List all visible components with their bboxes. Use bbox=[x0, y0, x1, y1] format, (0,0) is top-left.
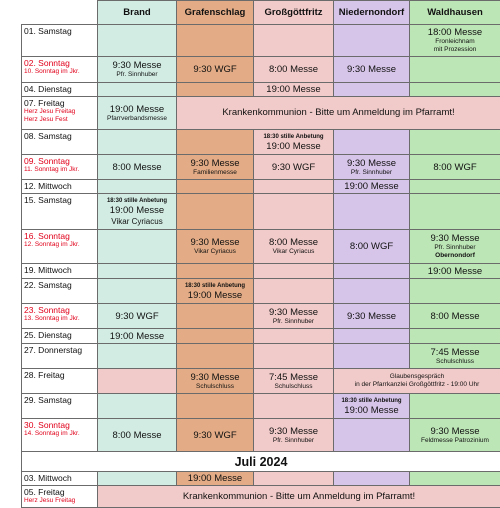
event-note: Pfr. Sinnhuber bbox=[336, 169, 407, 177]
cell-grossgoettfritz bbox=[254, 394, 334, 419]
date-label: 23. Sonntag bbox=[24, 305, 70, 315]
cell-niedernondorf bbox=[334, 194, 410, 230]
event-time: 19:00 Messe bbox=[412, 266, 498, 277]
table-row bbox=[22, 419, 500, 452]
cell-grafenschlag bbox=[177, 304, 254, 329]
cell-grafenschlag bbox=[177, 472, 254, 486]
event-time: 9:30 Messe bbox=[179, 158, 251, 169]
cell-grossgoettfritz bbox=[254, 180, 334, 194]
cell-brand bbox=[98, 180, 177, 194]
cell-brand bbox=[98, 130, 177, 155]
table-row bbox=[22, 472, 500, 486]
event-time: 7:45 Messe bbox=[256, 372, 331, 383]
date-label: 16. Sonntag bbox=[24, 231, 70, 241]
cell-brand bbox=[98, 25, 177, 57]
event-time: 9:30 WGF bbox=[256, 162, 331, 173]
cell-grafenschlag bbox=[177, 279, 254, 304]
table-row bbox=[22, 264, 500, 279]
table-row bbox=[22, 329, 500, 344]
event-time: 9:30 WGF bbox=[179, 64, 251, 75]
event-time: 8:00 WGF bbox=[412, 162, 498, 173]
date-cell bbox=[22, 486, 98, 508]
cell-waldhausen bbox=[410, 329, 500, 344]
cell-grossgoettfritz bbox=[254, 369, 334, 394]
announcement-cell: Krankenkommunion - Bitte um Anmeldung im Pfarramt! bbox=[98, 486, 500, 508]
event-time: 8:00 Messe bbox=[256, 64, 331, 75]
date-note: Herz Jesu Fest bbox=[24, 116, 95, 124]
cell-grossgoettfritz bbox=[254, 344, 334, 369]
cell-grafenschlag bbox=[177, 419, 254, 452]
cell-grafenschlag bbox=[177, 180, 254, 194]
date-cell: 29. Samstag bbox=[22, 394, 98, 419]
cell-grossgoettfritz bbox=[254, 25, 334, 57]
event-time: 8:00 WGF bbox=[336, 241, 407, 252]
cell-waldhausen bbox=[410, 264, 500, 279]
date-note: 13. Sonntag im Jkr. bbox=[24, 315, 95, 323]
cell-grafenschlag bbox=[177, 155, 254, 180]
cell-waldhausen bbox=[410, 419, 500, 452]
event-pre: 18:30 stille Anbetung bbox=[336, 397, 407, 405]
cell-grossgoettfritz bbox=[254, 130, 334, 155]
date-cell: 19. Mittwoch bbox=[22, 264, 98, 279]
event-time: 9:30 Messe bbox=[179, 372, 251, 383]
table-row bbox=[22, 486, 500, 508]
table-row bbox=[22, 194, 500, 230]
cell-niedernondorf bbox=[334, 304, 410, 329]
cell-grafenschlag bbox=[177, 83, 254, 97]
event-time: 19:00 Messe bbox=[336, 181, 407, 192]
cell-brand bbox=[98, 279, 177, 304]
table-row bbox=[22, 57, 500, 83]
cell-grossgoettfritz bbox=[254, 329, 334, 344]
date-cell bbox=[22, 155, 98, 180]
cell-grafenschlag bbox=[177, 130, 254, 155]
date-cell: 01. Samstag bbox=[22, 25, 98, 57]
cell-brand bbox=[98, 419, 177, 452]
event-time: 8:00 Messe bbox=[256, 237, 331, 248]
cell-niedernondorf bbox=[334, 57, 410, 83]
header-corner bbox=[22, 1, 98, 25]
event-note: Schulschluss bbox=[179, 383, 251, 391]
event-time: 9:30 Messe bbox=[256, 307, 331, 318]
date-note: 14. Sonntag im Jkr. bbox=[24, 430, 95, 438]
cell-grossgoettfritz bbox=[254, 155, 334, 180]
cell-niedernondorf bbox=[334, 180, 410, 194]
event-time: 8:00 Messe bbox=[412, 311, 498, 322]
cell-grossgoettfritz bbox=[254, 279, 334, 304]
date-note: 12. Sonntag im Jkr. bbox=[24, 241, 95, 249]
cell-grossgoettfritz bbox=[254, 264, 334, 279]
header-brand: Brand bbox=[98, 1, 177, 25]
date-note: Herz Jesu Freitag bbox=[24, 497, 95, 505]
announcement-cell: Krankenkommunion - Bitte um Anmeldung im Pfarramt! bbox=[177, 97, 500, 130]
table-row bbox=[22, 25, 500, 57]
table-row bbox=[22, 279, 500, 304]
event-note: Pfr. Sinnhuber bbox=[256, 437, 331, 445]
event-time: 9:30 WGF bbox=[179, 430, 251, 441]
date-label: 09. Sonntag bbox=[24, 156, 70, 166]
cell-brand bbox=[98, 155, 177, 180]
cell-niedernondorf bbox=[334, 419, 410, 452]
event-pre: 18:30 stille Anbetung bbox=[100, 197, 174, 205]
cell-grafenschlag bbox=[177, 25, 254, 57]
cell-waldhausen bbox=[410, 230, 500, 264]
cell-waldhausen bbox=[410, 472, 500, 486]
cell-grafenschlag bbox=[177, 194, 254, 230]
date-cell bbox=[22, 230, 98, 264]
date-cell: 12. Mittwoch bbox=[22, 180, 98, 194]
header-grafenschlag: Grafenschlag bbox=[177, 1, 254, 25]
event-note: Pfr. Sinnhuber bbox=[256, 318, 331, 326]
announcement-cell bbox=[334, 369, 500, 394]
cell-brand bbox=[98, 194, 177, 230]
header-grossgoettfritz: Großgöttfritz bbox=[254, 1, 334, 25]
cell-niedernondorf bbox=[334, 155, 410, 180]
cell-brand bbox=[98, 57, 177, 83]
date-cell: 03. Mittwoch bbox=[22, 472, 98, 486]
cell-grossgoettfritz bbox=[254, 419, 334, 452]
date-cell: 27. Donnerstag bbox=[22, 344, 98, 369]
event-time: 9:30 Messe bbox=[100, 60, 174, 71]
event-time: 9:30 Messe bbox=[412, 233, 498, 244]
cell-waldhausen bbox=[410, 344, 500, 369]
cell-brand bbox=[98, 83, 177, 97]
cell-niedernondorf bbox=[334, 472, 410, 486]
event-note: Vikar Cyriacus bbox=[100, 216, 174, 227]
event-time: 9:30 Messe bbox=[256, 426, 331, 437]
table-row bbox=[22, 369, 500, 394]
cell-grossgoettfritz bbox=[254, 472, 334, 486]
event-note: Schulschluss bbox=[412, 358, 498, 366]
cell-grossgoettfritz bbox=[254, 304, 334, 329]
event-pre: 18:30 stille Anbetung bbox=[179, 282, 251, 290]
cell-niedernondorf bbox=[334, 264, 410, 279]
cell-brand bbox=[98, 394, 177, 419]
event-pre: 18:30 stille Anbetung bbox=[256, 133, 331, 141]
event-time: 9:30 Messe bbox=[336, 311, 407, 322]
event-time: 7:45 Messe bbox=[412, 347, 498, 358]
event-time: 19:00 Messe bbox=[100, 331, 174, 342]
cell-grafenschlag bbox=[177, 394, 254, 419]
event-note: Vikar Cyriacus bbox=[179, 248, 251, 256]
event-note: Familienmesse bbox=[179, 169, 251, 177]
cell-brand bbox=[98, 264, 177, 279]
cell-niedernondorf bbox=[334, 344, 410, 369]
date-cell bbox=[22, 419, 98, 452]
cell-grafenschlag bbox=[177, 264, 254, 279]
event-time: 19:00 Messe bbox=[179, 290, 251, 301]
table-row bbox=[22, 344, 500, 369]
cell-grafenschlag bbox=[177, 369, 254, 394]
cell-brand bbox=[98, 344, 177, 369]
event-note: Schulschluss bbox=[256, 383, 331, 391]
cell-grossgoettfritz bbox=[254, 57, 334, 83]
cell-grafenschlag bbox=[177, 329, 254, 344]
event-time: 9:30 Messe bbox=[179, 237, 251, 248]
date-label: 07. Freitag bbox=[24, 98, 65, 108]
cell-waldhausen bbox=[410, 57, 500, 83]
cell-waldhausen bbox=[410, 25, 500, 57]
cell-niedernondorf bbox=[334, 130, 410, 155]
event-time: 19:00 Messe bbox=[256, 84, 331, 95]
cell-waldhausen bbox=[410, 394, 500, 419]
cell-brand bbox=[98, 329, 177, 344]
date-cell: 22. Samstag bbox=[22, 279, 98, 304]
date-cell bbox=[22, 57, 98, 83]
cell-grafenschlag bbox=[177, 57, 254, 83]
cell-brand bbox=[98, 472, 177, 486]
table-row bbox=[22, 394, 500, 419]
table-row bbox=[22, 97, 500, 130]
table-row bbox=[22, 304, 500, 329]
cell-waldhausen bbox=[410, 279, 500, 304]
event-time: 8:00 Messe bbox=[100, 162, 174, 173]
event-time: 8:00 Messe bbox=[100, 430, 174, 441]
cell-niedernondorf bbox=[334, 394, 410, 419]
cell-niedernondorf bbox=[334, 279, 410, 304]
cell-brand bbox=[98, 230, 177, 264]
event-note: Vikar Cyriacus bbox=[256, 248, 331, 256]
cell-waldhausen bbox=[410, 130, 500, 155]
header-row bbox=[22, 1, 500, 25]
event-note: Fronleichnam bbox=[412, 38, 498, 46]
date-cell: 25. Dienstag bbox=[22, 329, 98, 344]
table-row bbox=[22, 230, 500, 264]
event-time: 9:30 Messe bbox=[336, 64, 407, 75]
cell-grossgoettfritz bbox=[254, 194, 334, 230]
table-row bbox=[22, 83, 500, 97]
table-row bbox=[22, 130, 500, 155]
cell-brand bbox=[98, 97, 177, 130]
table-row bbox=[22, 180, 500, 194]
cell-grossgoettfritz bbox=[254, 83, 334, 97]
cell-waldhausen bbox=[410, 194, 500, 230]
date-cell bbox=[22, 304, 98, 329]
event-time: 19:00 Messe bbox=[100, 205, 174, 216]
date-label: 02. Sonntag bbox=[24, 58, 70, 68]
cell-niedernondorf bbox=[334, 25, 410, 57]
cell-niedernondorf bbox=[334, 230, 410, 264]
schedule-table bbox=[21, 0, 500, 508]
announcement-line: in der Pfarrkanzlei Großgöttfritz - 19:00 Uhr bbox=[336, 381, 498, 389]
event-note: Obernondorf bbox=[412, 252, 498, 260]
event-note: Pfr. Sinnhuber bbox=[100, 71, 174, 79]
date-cell: 04. Dienstag bbox=[22, 83, 98, 97]
cell-brand bbox=[98, 369, 177, 394]
event-time: 19:00 Messe bbox=[179, 473, 251, 484]
header-niedernondorf: Niedernondorf bbox=[334, 1, 410, 25]
date-cell: 28. Freitag bbox=[22, 369, 98, 394]
date-label: 30. Sonntag bbox=[24, 420, 70, 430]
cell-grafenschlag bbox=[177, 344, 254, 369]
event-note: Pfarrverbandsmesse bbox=[100, 115, 174, 123]
announcement-line: Glaubensgespräch bbox=[336, 373, 498, 381]
month-row bbox=[22, 452, 500, 472]
event-time: 19:00 Messe bbox=[100, 104, 174, 115]
cell-waldhausen bbox=[410, 180, 500, 194]
cell-grafenschlag bbox=[177, 230, 254, 264]
event-time: 9:30 Messe bbox=[412, 426, 498, 437]
date-note: 11. Sonntag im Jkr. bbox=[24, 166, 95, 174]
event-time: 19:00 Messe bbox=[336, 405, 407, 416]
date-cell bbox=[22, 97, 98, 130]
cell-waldhausen bbox=[410, 83, 500, 97]
event-note: Pfr. Sinnhuber bbox=[412, 244, 498, 252]
cell-niedernondorf bbox=[334, 83, 410, 97]
cell-waldhausen bbox=[410, 155, 500, 180]
cell-niedernondorf bbox=[334, 329, 410, 344]
header-waldhausen: Waldhausen bbox=[410, 1, 500, 25]
event-note: mit Prozession bbox=[412, 46, 498, 54]
event-note: Feldmesse Patrozinium bbox=[412, 437, 498, 445]
table-row bbox=[22, 155, 500, 180]
date-label: 05. Freitag bbox=[24, 487, 65, 497]
month-heading: Juli 2024 bbox=[22, 452, 500, 472]
date-cell: 15. Samstag bbox=[22, 194, 98, 230]
event-time: 9:30 WGF bbox=[100, 311, 174, 322]
cell-brand bbox=[98, 304, 177, 329]
cell-waldhausen bbox=[410, 304, 500, 329]
date-note: 10. Sonntag im Jkr. bbox=[24, 68, 95, 76]
date-cell: 08. Samstag bbox=[22, 130, 98, 155]
event-time: 18:00 Messe bbox=[412, 27, 498, 38]
event-time: 9:30 Messe bbox=[336, 158, 407, 169]
cell-grossgoettfritz bbox=[254, 230, 334, 264]
event-time: 19:00 Messe bbox=[256, 141, 331, 152]
date-note: Herz Jesu Freitag bbox=[24, 108, 95, 116]
